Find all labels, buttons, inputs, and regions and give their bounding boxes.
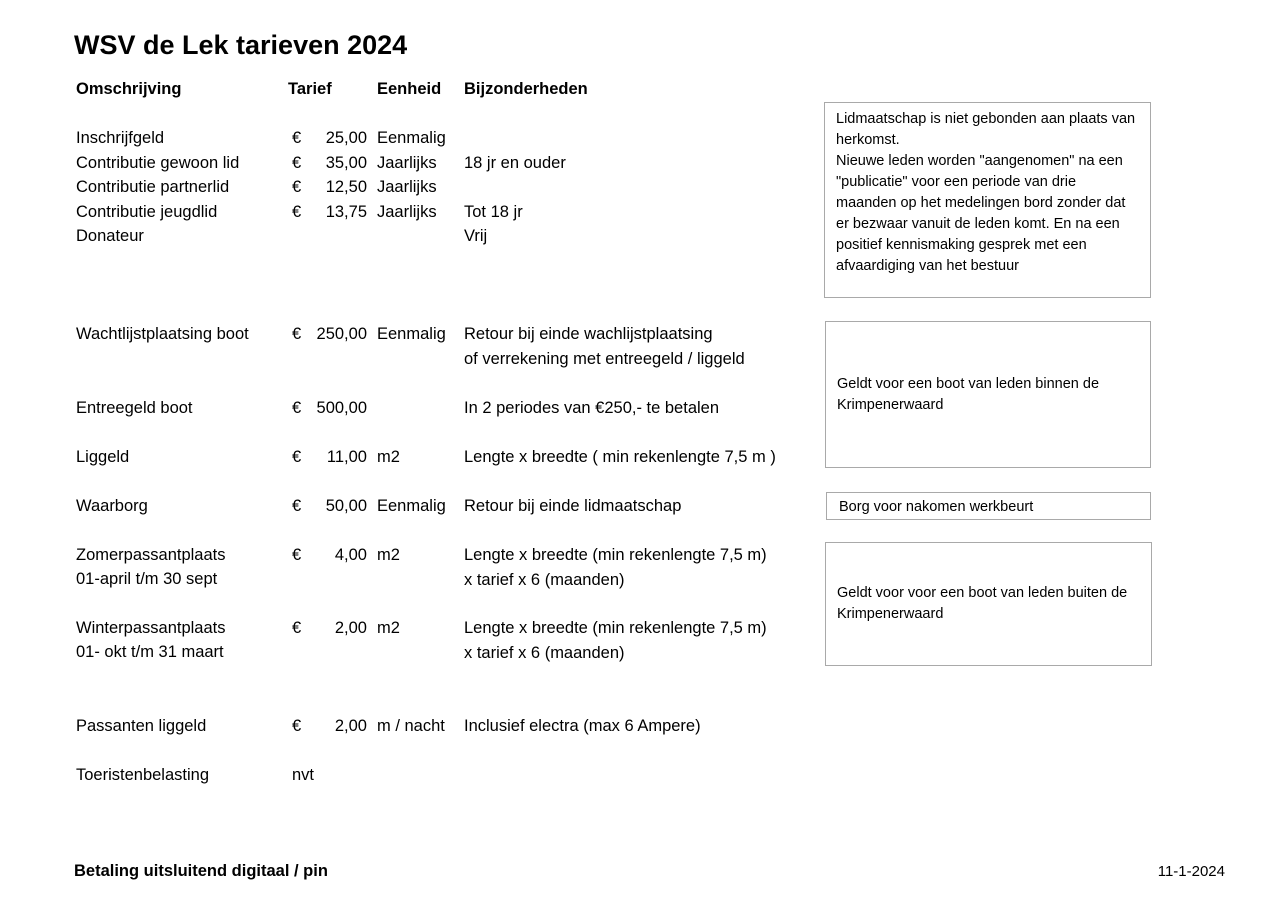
header-tarief: Tarief bbox=[288, 80, 332, 98]
row-currency: € bbox=[292, 717, 302, 735]
row-description: Contributie jeugdlid bbox=[76, 203, 218, 221]
row-note: Lengte x breedte (min rekenlengte 7,5 m) bbox=[464, 619, 767, 637]
row-unit: m2 bbox=[377, 619, 400, 637]
row-unit: Jaarlijks bbox=[377, 178, 437, 196]
row-amount: 50,00 bbox=[325, 497, 367, 515]
row-description: Contributie gewoon lid bbox=[76, 154, 240, 172]
row-unit: Jaarlijks bbox=[377, 203, 437, 221]
header-bijzonderheden: Bijzonderheden bbox=[464, 80, 588, 98]
row-currency: € bbox=[292, 129, 302, 147]
header-omschrijving: Omschrijving bbox=[76, 80, 182, 98]
row-unit: m / nacht bbox=[377, 717, 445, 735]
row-note: 18 jr en ouder bbox=[464, 154, 566, 172]
row-currency: € bbox=[292, 325, 302, 343]
row-currency: € bbox=[292, 178, 302, 196]
row-amount: 12,50 bbox=[325, 178, 367, 196]
row-unit: m2 bbox=[377, 546, 400, 564]
row-description: Inschrijfgeld bbox=[76, 129, 165, 147]
row-note-line2: of verrekening met entreegeld / liggeld bbox=[464, 350, 745, 368]
row-currency: € bbox=[292, 203, 302, 221]
row-unit: Eenmalig bbox=[377, 325, 446, 343]
row-currency: € bbox=[292, 546, 302, 564]
row-amount: 500,00 bbox=[316, 399, 367, 417]
row-description: Entreegeld boot bbox=[76, 399, 193, 417]
row-note: Retour bij einde wachlijstplaatsing bbox=[464, 325, 713, 343]
row-description: Contributie partnerlid bbox=[76, 178, 230, 196]
row-description: Wachtlijstplaatsing boot bbox=[76, 325, 249, 343]
row-period: 01-april t/m 30 sept bbox=[76, 570, 218, 588]
row-amount: 13,75 bbox=[325, 203, 367, 221]
row-note-line2: x tarief x 6 (maanden) bbox=[464, 644, 625, 662]
row-amount: 11,00 bbox=[326, 448, 367, 466]
deposit-note-box: Borg voor nakomen werkbeurt bbox=[826, 492, 1151, 520]
row-description: Zomerpassantplaats bbox=[76, 546, 226, 564]
boat-members-note-text: Geldt voor een boot van leden binnen de Krimpenerwaard bbox=[837, 375, 1100, 413]
row-note: Tot 18 jr bbox=[464, 203, 523, 221]
row-note: Lengte x breedte ( min rekenlengte 7,5 m ) bbox=[464, 448, 776, 466]
row-description: Passanten liggeld bbox=[76, 717, 207, 735]
boat-members-note-box bbox=[825, 321, 1151, 468]
row-currency: € bbox=[292, 497, 302, 515]
row-currency: € bbox=[292, 399, 302, 417]
row-unit: Eenmalig bbox=[377, 129, 446, 147]
row-currency: € bbox=[292, 619, 302, 637]
document-date: 11-1-2024 bbox=[1157, 863, 1225, 880]
row-description: Liggeld bbox=[76, 448, 130, 466]
row-note: Lengte x breedte (min rekenlengte 7,5 m) bbox=[464, 546, 767, 564]
row-note: In 2 periodes van €250,- te betalen bbox=[464, 399, 720, 417]
boat-outside-note-box bbox=[825, 542, 1152, 666]
row-currency: nvt bbox=[292, 766, 315, 784]
row-unit: Jaarlijks bbox=[377, 154, 437, 172]
row-note: Inclusief electra (max 6 Ampere) bbox=[464, 717, 701, 735]
row-note-line2: x tarief x 6 (maanden) bbox=[464, 571, 625, 589]
header-eenheid: Eenheid bbox=[377, 80, 442, 98]
row-description: Winterpassantplaats bbox=[76, 619, 226, 637]
boat-outside-note-text: Geldt voor voor een boot van leden buiten de Krimpenerwaard bbox=[837, 585, 1128, 622]
row-amount: 35,00 bbox=[325, 154, 367, 172]
row-amount: 2,00 bbox=[334, 717, 367, 735]
row-unit: Eenmalig bbox=[377, 497, 446, 515]
row-amount: 25,00 bbox=[325, 129, 367, 147]
row-description: Waarborg bbox=[76, 497, 148, 515]
row-currency: € bbox=[292, 154, 302, 172]
row-note: Vrij bbox=[464, 227, 488, 245]
row-unit: m2 bbox=[377, 448, 400, 466]
row-amount: 250,00 bbox=[316, 325, 367, 343]
membership-note-box: Lidmaatschap is niet gebonden aan plaats van herkomst. Nieuwe leden worden "aangenomen" na een "publicatie" voor een periode van drie maanden op het medelingen bord zonder dat er bezwaar vanuit de leden komt. En na een positief kennismaking gesprek met een afvaardiging van het bestuur bbox=[824, 102, 1151, 298]
row-description: Toeristenbelasting bbox=[76, 766, 209, 784]
row-currency: € bbox=[292, 448, 302, 466]
row-period: 01- okt t/m 31 maart bbox=[76, 643, 224, 661]
payment-note: Betaling uitsluitend digitaal / pin bbox=[74, 862, 328, 880]
row-amount: 2,00 bbox=[334, 619, 367, 637]
row-note: Retour bij einde lidmaatschap bbox=[464, 497, 682, 515]
row-description: Donateur bbox=[76, 227, 144, 245]
row-amount: 4,00 bbox=[334, 546, 367, 564]
page-title: WSV de Lek tarieven 2024 bbox=[74, 30, 408, 60]
